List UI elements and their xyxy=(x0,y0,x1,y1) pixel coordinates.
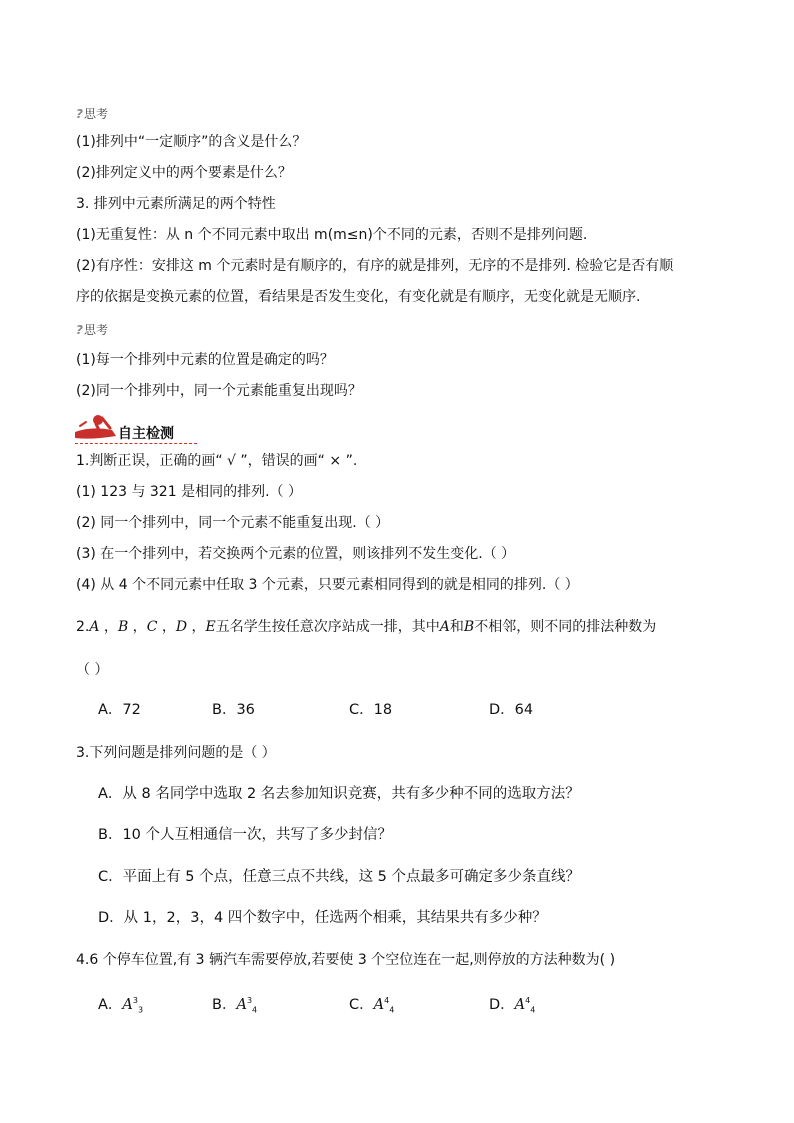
q2-option-c: C．18 xyxy=(349,702,393,718)
question-mark-icon: ? xyxy=(76,107,83,121)
q3-option-b: B．10 个人互相通信一次，共写了多少封信？ xyxy=(98,827,393,843)
q3-stem: 3.下列问题是排列问题的是（ ） xyxy=(76,745,276,761)
q2-option-a: A．72 xyxy=(98,702,141,718)
question-mark-icon: ? xyxy=(76,323,83,337)
think-heading-2: ?思考 xyxy=(76,323,108,337)
q2-option-b: B．36 xyxy=(212,702,255,718)
q1-stem: 1.判断正误，正确的画“ √ ”，错误的画“ × ”. xyxy=(76,453,358,469)
q1-item-4: (4) 从 4 个不同元素中任取 3 个元素，只要元素相同得到的就是相同的排列.（ ） xyxy=(76,577,579,593)
q3-option-d: D．从 1，2，3，4 四个数字中，任选两个相乘，其结果共有多少种？ xyxy=(98,910,547,926)
section3-paragraph-1: (1)无重复性：从 n 个不同元素中取出 m(m≤n)个不同的元素，否则不是排列问题. xyxy=(76,227,588,243)
think2-item-2: (2)同一个排列中，同一个元素能重复出现吗？ xyxy=(76,383,362,399)
think2-item-1: (1)每一个排列中元素的位置是确定的吗？ xyxy=(76,352,334,368)
section3-paragraph-2b: 序的依据是变换元素的位置，看结果是否发生变化，有变化就是有顺序，无变化就是无顺序. xyxy=(76,289,641,305)
q4-option-b: B．$A^3_4$ xyxy=(212,996,258,1015)
q2-stem: 2.A ，B ，C ，D ，E五名学生按任意次序站成一排，其中A和B不相邻，则不同的排法种数为 xyxy=(76,619,657,635)
q3-option-a: A．从 8 名同学中选取 2 名去参加知识竞赛，共有多少种不同的选取方法？ xyxy=(98,786,580,802)
q4-option-c: C．$A^4_4$ xyxy=(349,996,395,1015)
q4-option-d: D．$A^4_4$ xyxy=(489,996,536,1015)
q4-option-a: A．$A^3_3$ xyxy=(98,996,144,1015)
section3-title: 3. 排列中元素所满足的两个特性 xyxy=(76,196,276,212)
q2-answer-paren: （ ） xyxy=(76,662,109,678)
q4-stem: 4.6 个停车位置,有 3 辆汽车需要停放,若要使 3 个空位连在一起,则停放的方法种数为( ) xyxy=(76,952,616,968)
q1-item-3: (3) 在一个排列中，若交换两个元素的位置，则该排列不发生变化.（ ） xyxy=(76,546,516,562)
q1-item-1: (1) 123 与 321 是相同的排列.（ ） xyxy=(76,484,302,500)
self-check-title: 自主检测 xyxy=(118,426,174,442)
think1-item-2: (2)排列定义中的两个要素是什么？ xyxy=(76,165,292,181)
q2-option-d: D．64 xyxy=(489,702,534,718)
think-heading-1: ?思考 xyxy=(76,107,108,121)
q1-item-2: (2) 同一个排列中，同一个元素不能重复出现.（ ） xyxy=(76,515,390,531)
think1-item-1: (1)排列中“一定顺序”的含义是什么？ xyxy=(76,134,307,150)
section3-paragraph-2a: (2)有序性：安排这 m 个元素时是有顺序的，有序的就是排列，无序的不是排列. 检验它是否有顺 xyxy=(76,258,674,274)
self-check-underline xyxy=(75,443,197,444)
q3-option-c: C．平面上有 5 个点，任意三点不共线，这 5 个点最多可确定多少条直线？ xyxy=(98,869,581,885)
